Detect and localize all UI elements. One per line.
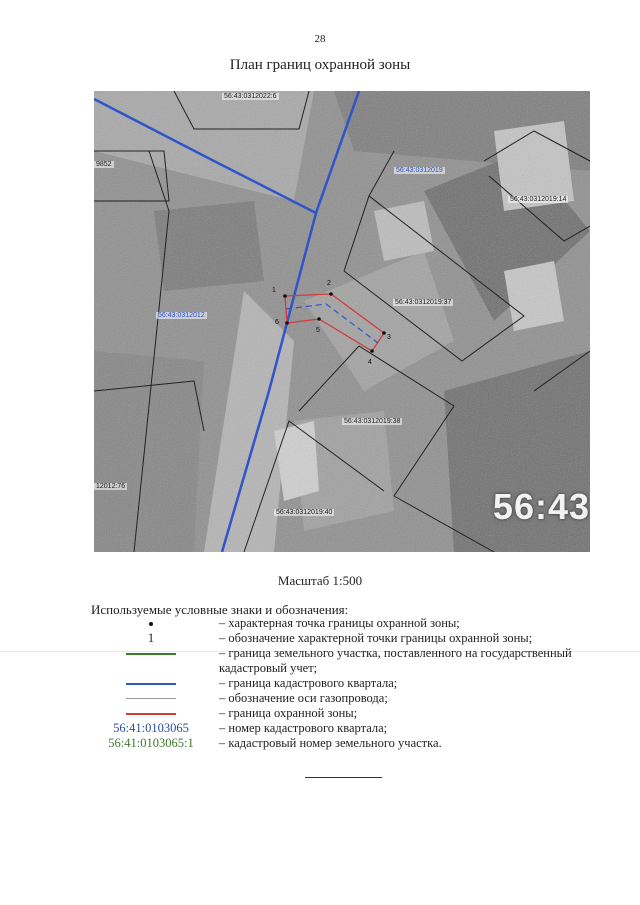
legend-symbol-quarter-number: 56:41:0103065 bbox=[113, 721, 189, 735]
point-label-6: 6 bbox=[275, 319, 279, 326]
map-label-parcel: 56:43:0312019:40 bbox=[276, 509, 333, 516]
legend-row bbox=[91, 676, 601, 691]
legend-row bbox=[91, 631, 601, 646]
page-number: 28 bbox=[314, 33, 326, 45]
map-label-quarter: 56:43:0312019 bbox=[396, 167, 443, 174]
map-label-parcel: 56:43:0312019:38 bbox=[344, 418, 401, 425]
map-watermark: 56:43 bbox=[492, 486, 590, 527]
legend-text: – номер кадастрового квартала; bbox=[219, 721, 388, 735]
legend-row bbox=[91, 646, 601, 676]
legend-title: Используемые условные знаки и обозначения: bbox=[91, 602, 349, 617]
map-label-quarter: 56:43:0312012 bbox=[158, 312, 205, 319]
point-label-4: 4 bbox=[368, 359, 372, 366]
legend bbox=[91, 616, 601, 751]
legend-text: – граница земельного участка, поставленного на государственный кадастровый учет; bbox=[219, 646, 572, 675]
point-dot-icon bbox=[149, 622, 153, 626]
legend-row bbox=[91, 691, 601, 706]
green-line-icon bbox=[126, 653, 176, 655]
map-label-parcel: 56:43:0312022:6 bbox=[224, 93, 277, 100]
legend-row bbox=[91, 721, 601, 736]
map-label-parcel: 9852 bbox=[96, 161, 112, 168]
legend-symbol-number: 1 bbox=[147, 631, 155, 645]
legend-text: – граница кадастрового квартала; bbox=[219, 676, 398, 690]
map-label-parcel: 56:43:0312019:14 bbox=[510, 196, 567, 203]
point-label-1: 1 bbox=[272, 287, 276, 294]
point-label-5: 5 bbox=[316, 327, 320, 334]
legend-text: – характерная точка границы охранной зоны; bbox=[219, 616, 460, 630]
map-drawing bbox=[94, 91, 590, 552]
red-line-icon bbox=[126, 713, 176, 715]
legend-text: – обозначение характерной точки границы охранной зоны; bbox=[219, 631, 533, 645]
legend-text: – обозначение оси газопровода; bbox=[219, 691, 388, 705]
blue-line-icon bbox=[126, 683, 176, 685]
map-scale: Масштаб 1:500 bbox=[277, 573, 363, 588]
footer-divider bbox=[305, 777, 382, 778]
point-label-2: 2 bbox=[327, 280, 331, 287]
page-title: План границ охранной зоны bbox=[229, 57, 411, 73]
cadastral-map bbox=[94, 91, 590, 552]
legend-text: – кадастровый номер земельного участка. bbox=[219, 736, 442, 750]
point-label-3: 3 bbox=[387, 334, 391, 341]
legend-text: – граница охранной зоны; bbox=[219, 706, 358, 720]
legend-row bbox=[91, 616, 601, 631]
legend-row bbox=[91, 736, 601, 751]
legend-row bbox=[91, 706, 601, 721]
map-label-parcel: 56:43:0312019:37 bbox=[395, 299, 452, 306]
gray-line-icon bbox=[126, 698, 176, 699]
map-label-parcel: 12012:76 bbox=[96, 483, 126, 490]
legend-symbol-parcel-number: 56:41:0103065:1 bbox=[108, 736, 194, 750]
